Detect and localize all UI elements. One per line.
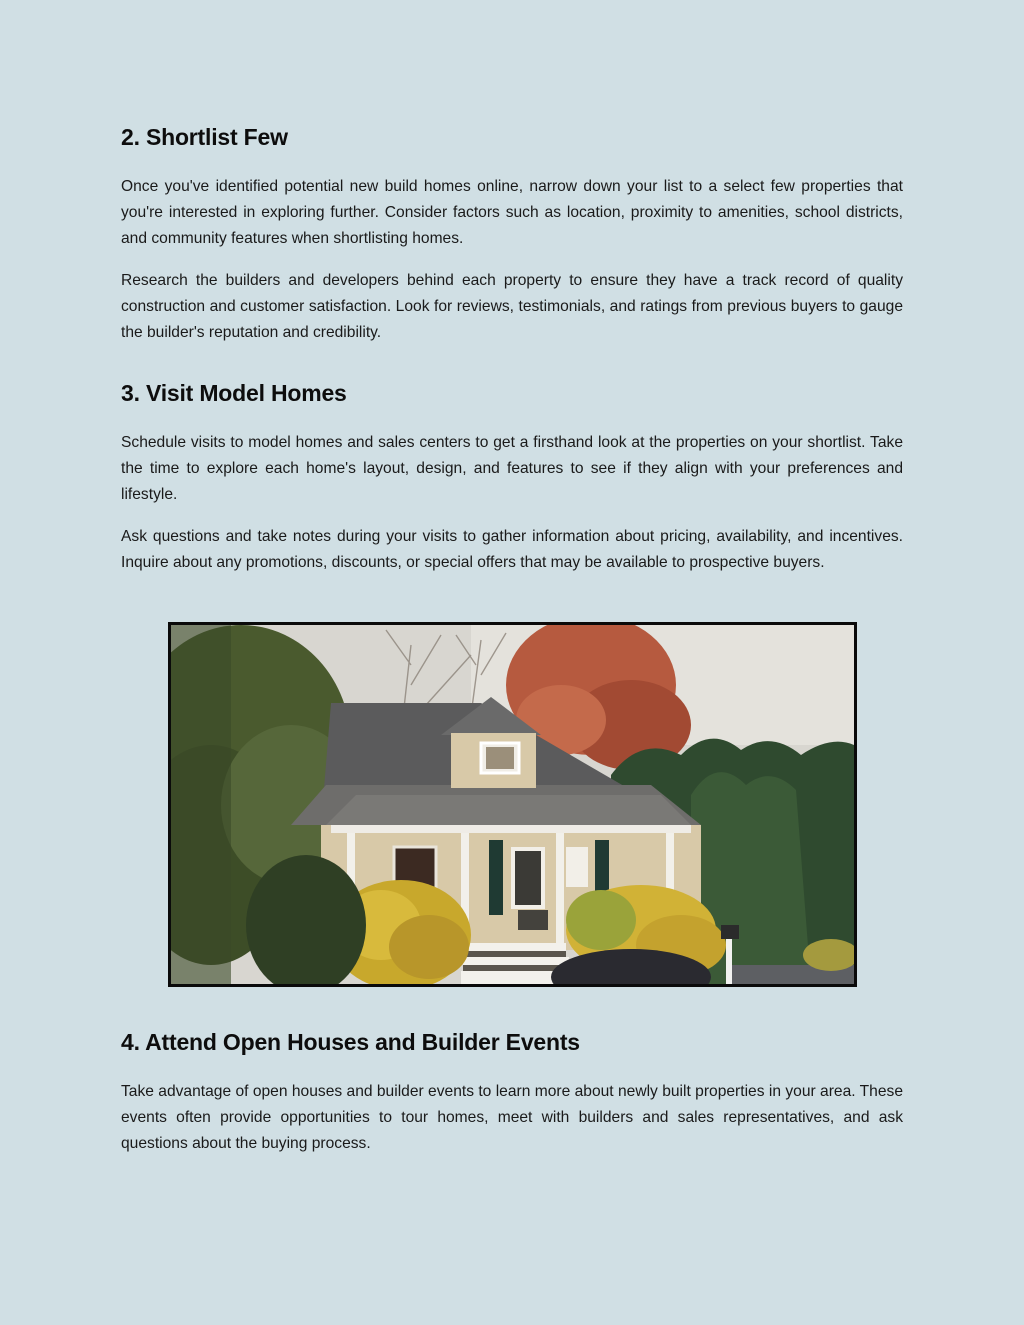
open-houses-paragraph-1: Take advantage of open houses and builder events to learn more about newly built properties in your area. These events often provide opportunities to tour homes, meet with builders and sales representatives, and ask questions about the buying process. <box>121 1083 903 1152</box>
visit-paragraph-2: Ask questions and take notes during your visits to gather information about pricing, availability, and incentives. Inquire about any promotions, discounts, or special offers that may be available to prospective buyers. <box>121 528 903 571</box>
house-photo <box>168 622 857 987</box>
shortlist-paragraph-2: Research the builders and developers behind each property to ensure they have a track record of quality construction and customer satisfaction. Look for reviews, testimonials, and ratings from previous buyers to gauge the builder's reputation and credibility. <box>121 272 903 341</box>
visit-paragraph-1: Schedule visits to model homes and sales centers to get a firsthand look at the properties on your shortlist. Take the time to explore each home's layout, design, and features to see if they align with your preferences and lifestyle. <box>121 434 903 503</box>
section-heading-visit-model-homes: 3. Visit Model Homes <box>121 380 347 406</box>
section-heading-open-houses: 4. Attend Open Houses and Builder Events <box>121 1029 580 1055</box>
section-heading-shortlist: 2. Shortlist Few <box>121 124 288 150</box>
shortlist-paragraph-1: Once you've identified potential new build homes online, narrow down your list to a select few properties that you're interested in exploring further. Consider factors such as location, proximity to amenities, school districts, and community features when shortlisting homes. <box>121 178 903 247</box>
